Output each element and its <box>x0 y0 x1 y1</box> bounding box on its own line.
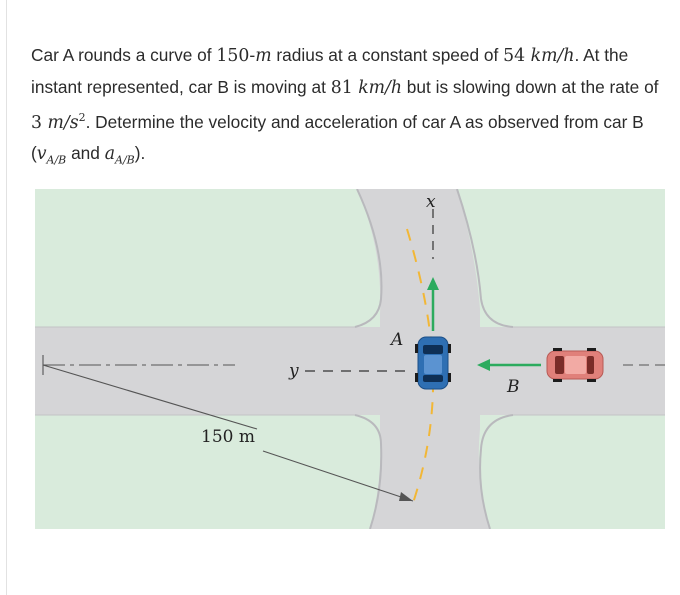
car-a-wheel <box>448 373 451 382</box>
velocity-symbol: v <box>36 144 47 165</box>
car-b-windshield <box>555 356 564 374</box>
speed-b-value: 81 <box>330 77 359 98</box>
y-axis-label: y <box>289 361 299 381</box>
intersection-figure <box>35 189 665 529</box>
car-b-rear-window <box>587 356 594 374</box>
page-border <box>6 0 7 595</box>
car-a-roof <box>424 355 442 374</box>
problem-text: ). <box>134 143 146 164</box>
speed-b-unit: km/h <box>358 77 402 98</box>
car-a-wheel <box>448 344 451 353</box>
problem-text: but is slowing down at the rate of <box>402 76 659 97</box>
problem-text: . Determine the velocity and acceleration of car A as observed from car B ( <box>31 111 644 164</box>
car-a-wheel <box>415 344 418 353</box>
acceleration-symbol: a <box>104 144 116 165</box>
car-a <box>415 337 451 389</box>
decel-exponent: 2 <box>78 111 86 124</box>
car-b-wheel <box>587 379 596 382</box>
car-a-label: A <box>391 330 404 350</box>
acceleration-subscript: A/B <box>115 153 135 167</box>
intersection-diagram <box>35 189 665 529</box>
car-a-rear-window <box>423 375 443 382</box>
radius-label: 150 m <box>201 427 255 447</box>
problem-text: radius at a constant speed of <box>271 45 504 65</box>
car-a-windshield <box>423 345 443 354</box>
velocity-subscript: A/B <box>46 153 67 167</box>
car-b-wheel <box>553 379 562 382</box>
radius-value: 150- <box>216 46 256 66</box>
x-axis-label: x <box>426 192 436 212</box>
decel-unit: m/s <box>47 112 79 133</box>
decel-value: 3 <box>31 112 48 133</box>
speed-a-unit: km/h <box>530 46 575 66</box>
car-b-label: B <box>507 377 520 397</box>
car-b-wheel <box>553 348 562 351</box>
problem-statement <box>31 40 671 176</box>
radius-unit: m <box>255 46 272 66</box>
problem-text: and <box>66 143 105 164</box>
problem-text: Car A rounds a curve of <box>31 45 217 65</box>
speed-a-value: 54 <box>503 46 531 66</box>
car-b-roof <box>565 356 586 374</box>
car-b-wheel <box>587 348 596 351</box>
problem-text: . At the instant represented, car B is moving at <box>31 45 629 97</box>
car-b <box>547 348 603 382</box>
car-a-wheel <box>415 373 418 382</box>
